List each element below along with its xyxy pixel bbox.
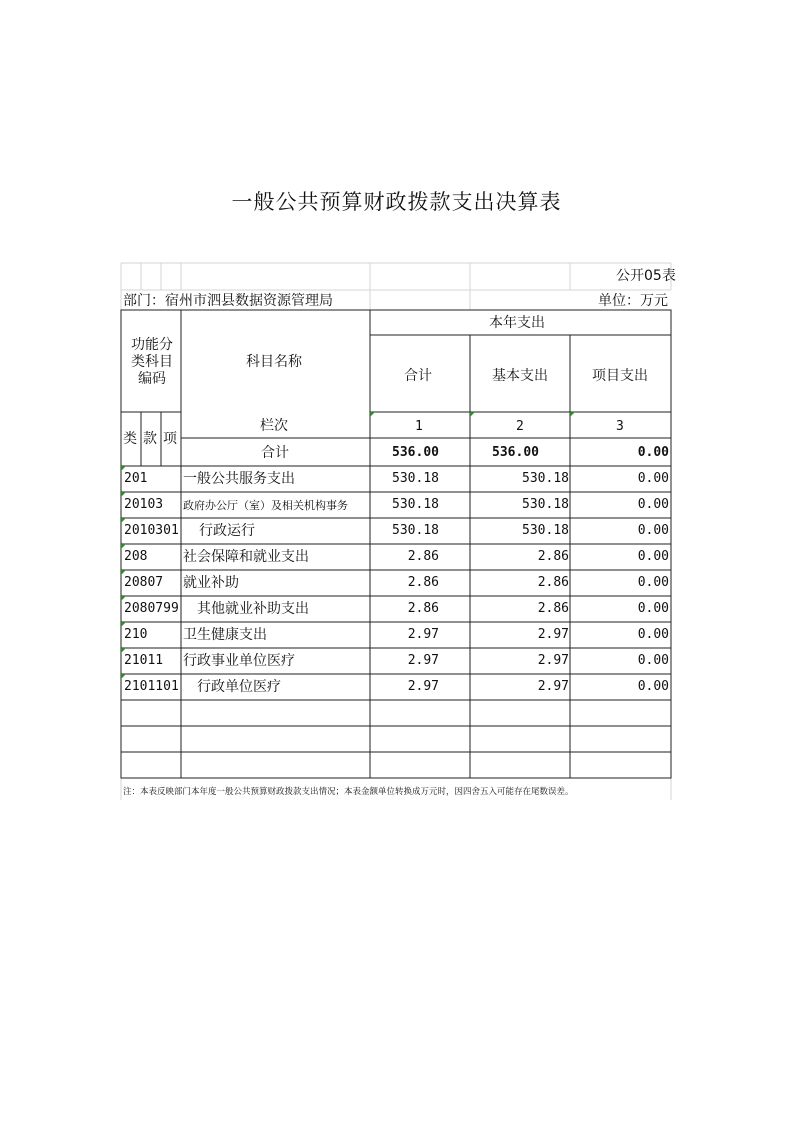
total-row-project: 0.00 [637, 445, 669, 460]
row-name: 其他就业补助支出 [197, 601, 309, 617]
row-project: 0.00 [637, 497, 669, 512]
header-lei: 类 [123, 431, 137, 447]
row-total: 2.97 [407, 627, 439, 642]
row-total: 2.86 [407, 549, 439, 564]
header-xiang: 项 [163, 431, 177, 447]
row-project: 0.00 [637, 523, 669, 538]
row-name: 社会保障和就业支出 [183, 549, 309, 565]
total-row-basic: 536.00 [492, 445, 539, 460]
row-name: 一般公共服务支出 [183, 471, 295, 487]
row-project: 0.00 [637, 601, 669, 616]
row-code: 208 [124, 549, 148, 564]
footnote: 注：本表反映部门本年度一般公共预算财政拨款支出情况；本表金额单位转换成万元时，因四舍五入可能存在尾数误差。 [123, 787, 574, 797]
row-code: 210 [124, 627, 148, 642]
header-project: 项目支出 [592, 368, 648, 384]
header-year-expense: 本年支出 [489, 315, 545, 331]
row-basic: 2.97 [537, 627, 569, 642]
header-kuan: 款 [143, 431, 157, 447]
row-code: 201 [124, 471, 148, 486]
row-code: 20103 [124, 497, 164, 512]
row-basic: 530.18 [522, 497, 569, 512]
row-basic: 2.86 [537, 549, 569, 564]
row-basic: 2.86 [537, 601, 569, 616]
header-code-line2: 类科目 [131, 354, 173, 370]
header-col2: 2 [516, 419, 524, 434]
row-code: 2080799 [124, 601, 179, 616]
row-name: 行政事业单位医疗 [183, 653, 295, 669]
row-project: 0.00 [637, 653, 669, 668]
row-total: 2.97 [407, 653, 439, 668]
row-basic: 530.18 [522, 471, 569, 486]
row-basic: 530.18 [522, 523, 569, 538]
row-total: 2.86 [407, 575, 439, 590]
row-project: 0.00 [637, 627, 669, 642]
page-title: 一般公共预算财政拨款支出决算表 [231, 190, 562, 214]
header-lanci: 栏次 [260, 418, 288, 434]
department-label: 部门：宿州市泗县数据资源管理局 [123, 293, 333, 309]
total-row-total: 536.00 [392, 445, 439, 460]
row-total: 530.18 [392, 471, 439, 486]
row-code: 21011 [124, 653, 164, 668]
row-name: 行政运行 [199, 523, 255, 539]
row-name: 政府办公厅（室）及相关机构事务 [183, 499, 348, 512]
row-code: 2010301 [124, 523, 179, 538]
row-project: 0.00 [637, 471, 669, 486]
row-project: 0.00 [637, 575, 669, 590]
header-code-line1: 功能分 [131, 337, 173, 353]
total-row-label: 合计 [261, 445, 289, 461]
row-project: 0.00 [637, 679, 669, 694]
row-code: 20807 [124, 575, 164, 590]
row-total: 530.18 [392, 497, 439, 512]
row-basic: 2.86 [537, 575, 569, 590]
header-code-line3: 编码 [138, 371, 166, 387]
header-subject-name: 科目名称 [246, 354, 302, 370]
row-name: 行政单位医疗 [197, 679, 281, 695]
header-col1: 1 [415, 419, 423, 434]
row-project: 0.00 [637, 549, 669, 564]
header-col3: 3 [616, 419, 624, 434]
row-total: 2.97 [407, 679, 439, 694]
row-basic: 2.97 [537, 653, 569, 668]
row-total: 530.18 [392, 523, 439, 538]
form-number: 公开05表 [616, 268, 676, 284]
unit-label: 单位：万元 [598, 293, 668, 309]
row-total: 2.86 [407, 601, 439, 616]
header-total: 合计 [404, 368, 432, 384]
row-basic: 2.97 [537, 679, 569, 694]
row-code: 2101101 [124, 679, 179, 694]
row-name: 就业补助 [183, 575, 239, 591]
header-basic: 基本支出 [492, 368, 548, 384]
row-name: 卫生健康支出 [183, 627, 267, 643]
